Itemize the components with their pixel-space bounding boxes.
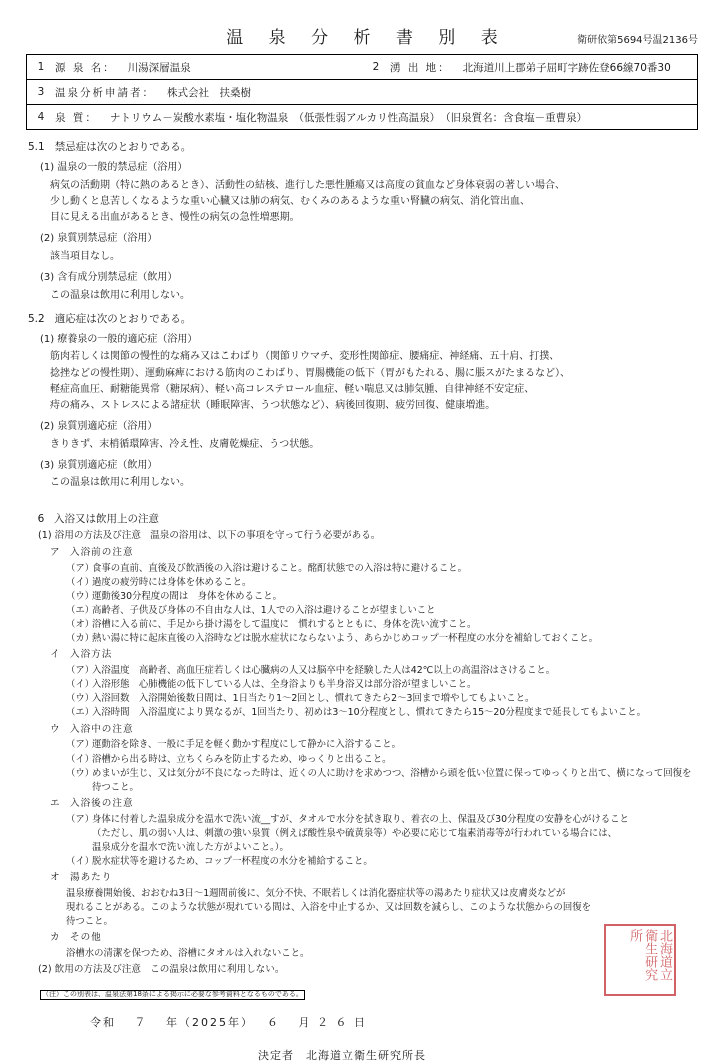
notice-item bbox=[66, 664, 698, 678]
notice-block-heading bbox=[50, 871, 698, 886]
document-code: 衛研依第5694号温2136号 bbox=[577, 35, 698, 46]
item-text: 入浴温度 高齢者、高血圧症若しくは心臓病の人又は脳卒中を経験した人は42℃以上の高温浴はさけること。 bbox=[92, 665, 556, 677]
page-title: 温 泉 分 析 書 別 表 bbox=[226, 28, 508, 48]
item-marker bbox=[66, 841, 92, 855]
item-text: 浴槽に入る前に、手足から掛け湯をして温度に 慣れするとともに、身体を洗い流すこと。 bbox=[92, 619, 477, 631]
item-marker: （エ） bbox=[66, 604, 95, 616]
bathing-method-label: (1) 浴用の方法及び注意 bbox=[38, 529, 141, 541]
item-marker: （ウ） bbox=[66, 767, 95, 779]
notice-paragraph: 浴槽水の清潔を保つため、浴槽にタオルは入れないこと。 bbox=[66, 948, 310, 960]
bathing-method-text: 温泉の浴用は、以下の事項を守って行う必要がある。 bbox=[150, 529, 381, 541]
notice-item bbox=[66, 692, 698, 706]
notice-item bbox=[66, 678, 698, 692]
notice-item bbox=[66, 562, 698, 576]
source-name-value: 川湯深層温泉 bbox=[127, 61, 191, 74]
item-marker: （ア） bbox=[66, 739, 95, 751]
paragraph: この温泉は飲用に利用しない。 bbox=[50, 477, 190, 489]
applicant-value: 株式会社 扶桑樹 bbox=[167, 86, 251, 99]
block-title: その他 bbox=[70, 932, 102, 944]
drinking-method-text: この温泉は飲用に利用しない。 bbox=[150, 964, 285, 976]
drinking-method-label: (2) 飲用の方法及び注意 bbox=[38, 964, 141, 976]
spring-location-value: 北海道川上郡弟子屈町字跡佐登66線70番30 bbox=[462, 61, 671, 74]
item-text: 入浴時間 入浴温度により異なるが、1回当たり、初めは3～10分程度とし、慣れてきたら15～20分程度まで延長してもよいこと。 bbox=[92, 707, 646, 719]
notice-item bbox=[66, 604, 698, 618]
source-name-cell bbox=[27, 60, 362, 75]
section-number: 6 bbox=[37, 512, 45, 525]
table-row bbox=[27, 105, 697, 129]
applicant-cell bbox=[27, 85, 697, 100]
applicant-label: 温泉分析申請者： bbox=[55, 86, 155, 99]
title-row bbox=[26, 18, 698, 48]
paragraph: 捻挫などの慢性期）、運動麻痺における筋肉のこわばり、胃腸機能の低下（胃がもたれる、腸に脹スがたまるなど）、 bbox=[50, 367, 570, 379]
block-title: 入浴前の注意 bbox=[70, 546, 134, 558]
notice-block-heading bbox=[50, 648, 698, 663]
section-number: 5.2 bbox=[28, 312, 45, 325]
notice-item bbox=[66, 618, 698, 632]
spring-location-cell bbox=[362, 60, 697, 75]
notice-item bbox=[66, 738, 698, 752]
paragraph: 病気の活動期（特に熱のあるとき）、活動性の結核、進行した悪性腫瘍又は高度の貧血など身体衰弱の著しい場合、 bbox=[50, 179, 565, 191]
item-marker: （ウ） bbox=[66, 590, 95, 602]
block-title: 入浴方法 bbox=[70, 649, 113, 661]
item-text: （ただし、肌の弱い人は、刺激の強い泉質（例えば酸性泉や硫黄泉等）や必要に応じて塩素消毒等が行われている場合には、 bbox=[92, 827, 618, 839]
block-marker: ウ bbox=[50, 723, 60, 735]
spring-location-label: 湧 出 地： bbox=[390, 61, 451, 74]
summary-table bbox=[26, 54, 698, 130]
drinking-method-heading bbox=[38, 963, 698, 978]
block-marker: カ bbox=[50, 932, 60, 944]
paragraph: 軽症高血圧、耐糖能異常（糖尿病）、軽い高コレステロール血症、軽い喘息又は肺気腫、自律神経不安定症、 bbox=[50, 383, 535, 395]
notice-item bbox=[66, 767, 698, 795]
block-title: 入浴後の注意 bbox=[70, 797, 134, 809]
notice-block-heading bbox=[50, 797, 698, 812]
block-title: 湯あたり bbox=[70, 872, 113, 884]
notice-item bbox=[66, 855, 698, 869]
block-marker: イ bbox=[50, 649, 60, 661]
item-text: 熱い湯に特に起床直後の入浴時などは脱水症状にならないよう、あらかじめコップ一杯程度の水分を補給しておくこと。 bbox=[92, 633, 599, 645]
footnote-text: （注）この別表は、温泉法第18条による掲示に必要な参考資料となるものである。 bbox=[42, 990, 303, 999]
notice-paragraph: 温泉療養開始後、おおむね3日～1週間前後に、気分不快、不眠若しくは消化器症状等の湯あたり症状又は皮膚炎などが bbox=[66, 887, 566, 899]
item-marker: （カ） bbox=[66, 633, 95, 645]
subsection-heading: (2) 泉質別禁忌症（浴用） bbox=[40, 233, 158, 245]
bathing-method-heading bbox=[38, 529, 698, 544]
row-number: 3 bbox=[37, 86, 45, 98]
notice-item bbox=[66, 827, 698, 841]
notice-item bbox=[66, 841, 698, 855]
row-number: 1 bbox=[37, 61, 45, 73]
section-heading-6 bbox=[28, 511, 698, 527]
item-text: 入浴回数 入浴開始後数日間は、1日当たり1～2回とし、慣れてきたら2～3回まで増やしてもよいこと。 bbox=[92, 693, 535, 705]
row-number: 4 bbox=[37, 111, 45, 123]
subsection-heading: (1) 療養泉の一般的適応症（浴用） bbox=[40, 333, 198, 345]
paragraph: 該当項目なし。 bbox=[50, 250, 120, 262]
notice-block-heading bbox=[50, 931, 698, 946]
block-marker: ア bbox=[50, 546, 60, 558]
item-text: 運動後30分程度の間は 身体を休めること。 bbox=[92, 590, 283, 602]
section-title: 適応症は次のとおりである。 bbox=[54, 312, 192, 325]
item-text: 運動浴を除き、一般に手足を軽く動かす程度にして静かに入浴すること。 bbox=[92, 739, 402, 751]
item-marker: （オ） bbox=[66, 619, 95, 631]
section-heading-52 bbox=[28, 311, 698, 327]
subsection-heading: (3) 泉質別適応症（飲用） bbox=[40, 459, 158, 471]
paragraph: きりきず、末梢循環障害、冷え性、皮膚乾燥症、うつ状態。 bbox=[50, 438, 320, 450]
block-title: 入浴中の注意 bbox=[70, 723, 134, 735]
block-marker: オ bbox=[50, 872, 60, 884]
section-heading-51 bbox=[28, 139, 698, 155]
item-marker: （ウ） bbox=[66, 693, 95, 705]
notice-item bbox=[66, 813, 698, 827]
item-text: 浴槽から出る時は、立ちくらみを防止するため、ゆっくりと出ること。 bbox=[92, 753, 392, 765]
block-marker: エ bbox=[50, 797, 60, 809]
subsection-heading: (2) 泉質別適応症（浴用） bbox=[40, 421, 158, 433]
subsection-heading: (3) 含有成分別禁忌症（飲用） bbox=[40, 272, 178, 284]
item-marker: （イ） bbox=[66, 679, 95, 691]
item-marker: （ア） bbox=[66, 665, 95, 677]
item-text: 食事の直前、直後及び飲酒後の入浴は避けること。酩酊状態での入浴は特に避けること。 bbox=[92, 562, 468, 574]
row-number: 2 bbox=[372, 61, 380, 73]
section-number: 5.1 bbox=[28, 141, 45, 153]
spring-quality-cell bbox=[27, 110, 697, 125]
issue-date: 令和 ７ 年（2025年） ６ 月 ２ ６ 日 bbox=[90, 1015, 367, 1029]
table-row bbox=[27, 80, 697, 105]
item-marker bbox=[66, 827, 92, 841]
item-text: 入浴形態 心肺機能の低下している人は、全身浴よりも半身浴又は部分浴が望ましいこと。 bbox=[92, 679, 477, 691]
notice-item bbox=[66, 632, 698, 646]
item-marker: （ア） bbox=[66, 562, 95, 574]
paragraph: 痔の痛み、ストレスによる諸症状（睡眠障害、うつ状態など）、病後回復期、疲労回復、健康増進。 bbox=[50, 400, 496, 412]
notice-item bbox=[66, 590, 698, 604]
notice-item bbox=[66, 706, 698, 720]
item-text: 高齢者、子供及び身体の不自由な人は、1人での入浴は避けることが望ましいこと bbox=[92, 604, 436, 616]
item-marker: （イ） bbox=[66, 753, 95, 765]
notice-item bbox=[66, 576, 698, 590]
document-body bbox=[26, 139, 698, 1064]
item-text: 温泉成分を温水で洗い流した方がよいこと。）。 bbox=[92, 841, 289, 853]
item-marker: （ア） bbox=[66, 813, 95, 825]
item-marker: （エ） bbox=[66, 707, 95, 719]
item-text: 過度の疲労時には身体を休めること。 bbox=[92, 576, 252, 588]
item-text: 身体に付着した温泉成分を温水で洗い流__すが、タオルで水分を拭き取り、着衣の上、保温及び30分程度の安静を心がけること bbox=[92, 813, 629, 825]
section-title: 入浴又は飲用上の注意 bbox=[54, 512, 159, 525]
item-marker: （イ） bbox=[66, 856, 95, 868]
notice-paragraph: 現れることがある。このような状態が現れている間は、入浴を中止するか、又は回数を減らし、このような状態からの回復を bbox=[66, 902, 592, 914]
notice-paragraph: 待つこと。 bbox=[66, 916, 113, 928]
notice-block-heading bbox=[50, 546, 698, 561]
footnote bbox=[40, 988, 698, 1000]
paragraph: 少し動くと息苦しくなるような重い心臓又は肺の病気、むくみのあるような重い腎臓の病気、消化管出血、 bbox=[50, 195, 530, 207]
paragraph: この温泉は飲用に利用しない。 bbox=[50, 289, 190, 301]
subsection-heading: (1) 温泉の一般的禁忌症（浴用） bbox=[40, 162, 188, 174]
item-text: 脱水症状等を避けるため、コップ一杯程度の水分を補給すること。 bbox=[92, 856, 373, 868]
paragraph: 筋肉若しくは関節の慢性的な痛み又はこわばり（関節リウマチ、変形性関節症、腰痛症、神経痛、五十肩、打撲、 bbox=[50, 351, 560, 363]
item-marker: （イ） bbox=[66, 576, 95, 588]
paragraph: 目に見える出血があるとき、慢性の病気の急性増悪期。 bbox=[50, 212, 300, 224]
official-seal: 北海道立衛生研究所 bbox=[604, 924, 676, 996]
section-title: 禁忌症は次のとおりである。 bbox=[54, 141, 192, 153]
spring-quality-label: 泉 質： bbox=[55, 111, 98, 124]
item-text: めまいが生じ、又は気分が不良になった時は、近くの人に助けを求めつつ、浴槽から頭を低い位置に保ってゆっくりと出て、横になって回復を待つこと。 bbox=[92, 767, 692, 793]
signer-line: 決定者 北海道立衛生研究所長 bbox=[258, 1048, 426, 1062]
table-row bbox=[27, 55, 697, 80]
notice-item bbox=[66, 753, 698, 767]
source-name-label: 源 泉 名： bbox=[55, 61, 116, 74]
notice-block-heading bbox=[50, 723, 698, 738]
spring-quality-value: ナトリウム－炭酸水素塩・塩化物温泉 （低張性弱アルカリ性高温泉） （旧泉質名：含食塩－重曹泉） bbox=[109, 111, 588, 124]
